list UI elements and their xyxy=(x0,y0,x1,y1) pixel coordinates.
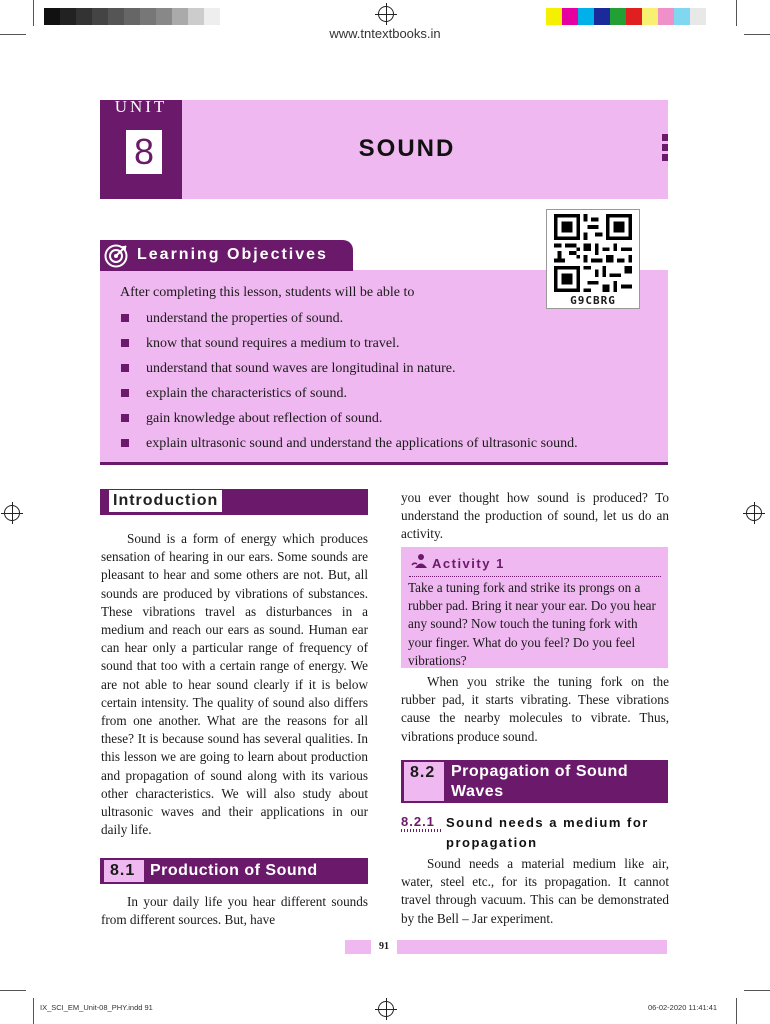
grayscale-bar xyxy=(44,8,220,25)
decorative-dots xyxy=(662,134,668,164)
objectives-heading: Learning Objectives xyxy=(137,246,328,263)
section-heading: Production of Sound xyxy=(150,862,318,879)
introduction-paragraph: Sound is a form of energy which produces sensation of hearing in our ears. Some sounds are pleasant to hear and some others are not. But, all sounds are produced by vibrations of substances. These vibrations travel as disturbances in a medium and reach our ears as sound. Human ear can hear only a particular range of frequency of sound that too with a certain range of energy. We are not able to hear sound clearly if it is below certain intensity. The quality of sound also differs from one another. What are the reasons for all these? It is because sound has several qualities. In this lesson we are going to learn about production and propagation of sound along with its various other characteristics. We will also study about ultrasonic waves and their applications in our daily life. xyxy=(101,531,368,838)
crop-mark xyxy=(33,0,34,26)
objectives-intro: After completing this lesson, students will be able to xyxy=(120,285,415,300)
registration-mark-icon xyxy=(746,505,762,521)
site-url: www.tntextbooks.in xyxy=(329,26,441,41)
activity-text: Take a tuning fork and strike its prongs on a rubber pad. Bring it near your ear. Do you hear any sound? Now touch the tuning fork with your finger. What do you feel? Do you feel vibrations? xyxy=(408,580,656,668)
activity-divider xyxy=(409,576,661,577)
medium-paragraph: Sound needs a material medium like air, water, steel etc., for its propagation. It cannot travel through vacuum. This can be demonstrated by the Bell – Jar experiment. xyxy=(401,856,669,926)
qr-code-icon[interactable] xyxy=(554,214,632,292)
color-bar xyxy=(546,8,706,25)
objective-item: understand the properties of sound. xyxy=(120,308,578,333)
section-heading: Propagation of Sound Waves xyxy=(451,763,629,800)
section-number: 8.2 xyxy=(404,762,444,801)
objectives-list xyxy=(120,308,578,458)
activity-person-icon xyxy=(410,553,430,569)
subsection-underline xyxy=(401,829,441,832)
production-paragraph: In your daily life you hear different sounds from different sources. But, have xyxy=(101,894,368,928)
registration-mark-icon xyxy=(378,1001,394,1017)
objective-item: explain ultrasonic sound and understand the applications of ultrasonic sound. xyxy=(120,433,578,458)
crop-mark xyxy=(736,0,737,26)
objective-item: understand that sound waves are longitudinal in nature. xyxy=(120,358,578,383)
crop-mark xyxy=(0,990,26,991)
unit-number: 8 xyxy=(126,130,162,174)
unit-word: UNIT xyxy=(114,97,168,116)
subsection-heading: Sound needs a medium for propagation xyxy=(446,815,649,850)
introduction-heading-bar xyxy=(100,489,368,515)
objective-item: gain knowledge about reflection of sound. xyxy=(120,408,578,433)
production-paragraph-continued: you ever thought how sound is produced? To understand the production of sound, let us do an activity. xyxy=(401,490,669,542)
registration-mark-icon xyxy=(378,6,394,22)
subsection-number: 8.2.1 xyxy=(401,814,435,829)
crop-mark xyxy=(744,990,770,991)
chapter-title: SOUND xyxy=(358,135,456,162)
section-number: 8.1 xyxy=(104,860,144,882)
registration-mark-icon xyxy=(4,505,20,521)
vibration-paragraph: When you strike the tuning fork on the rubber pad, it starts vibrating. These vibrations cause the nearby molecules to vibrate. Thus, vibrations produce sound. xyxy=(401,674,669,744)
timestamp-slug: 06-02-2020 11:41:41 xyxy=(648,1003,718,1012)
target-icon xyxy=(104,244,128,268)
qr-code-text: G9CBRG xyxy=(570,294,616,307)
objective-item: know that sound requires a medium to travel. xyxy=(120,333,578,358)
file-slug: IX_SCI_EM_Unit-08_PHY.indd 91 xyxy=(40,1003,153,1012)
activity-title: Activity 1 xyxy=(432,556,505,571)
page-number: 91 xyxy=(371,940,397,954)
crop-mark xyxy=(736,998,737,1024)
qr-block[interactable] xyxy=(546,209,640,309)
objective-item: explain the characteristics of sound. xyxy=(120,383,578,408)
crop-mark xyxy=(33,998,34,1024)
introduction-heading: Introduction xyxy=(109,490,222,512)
